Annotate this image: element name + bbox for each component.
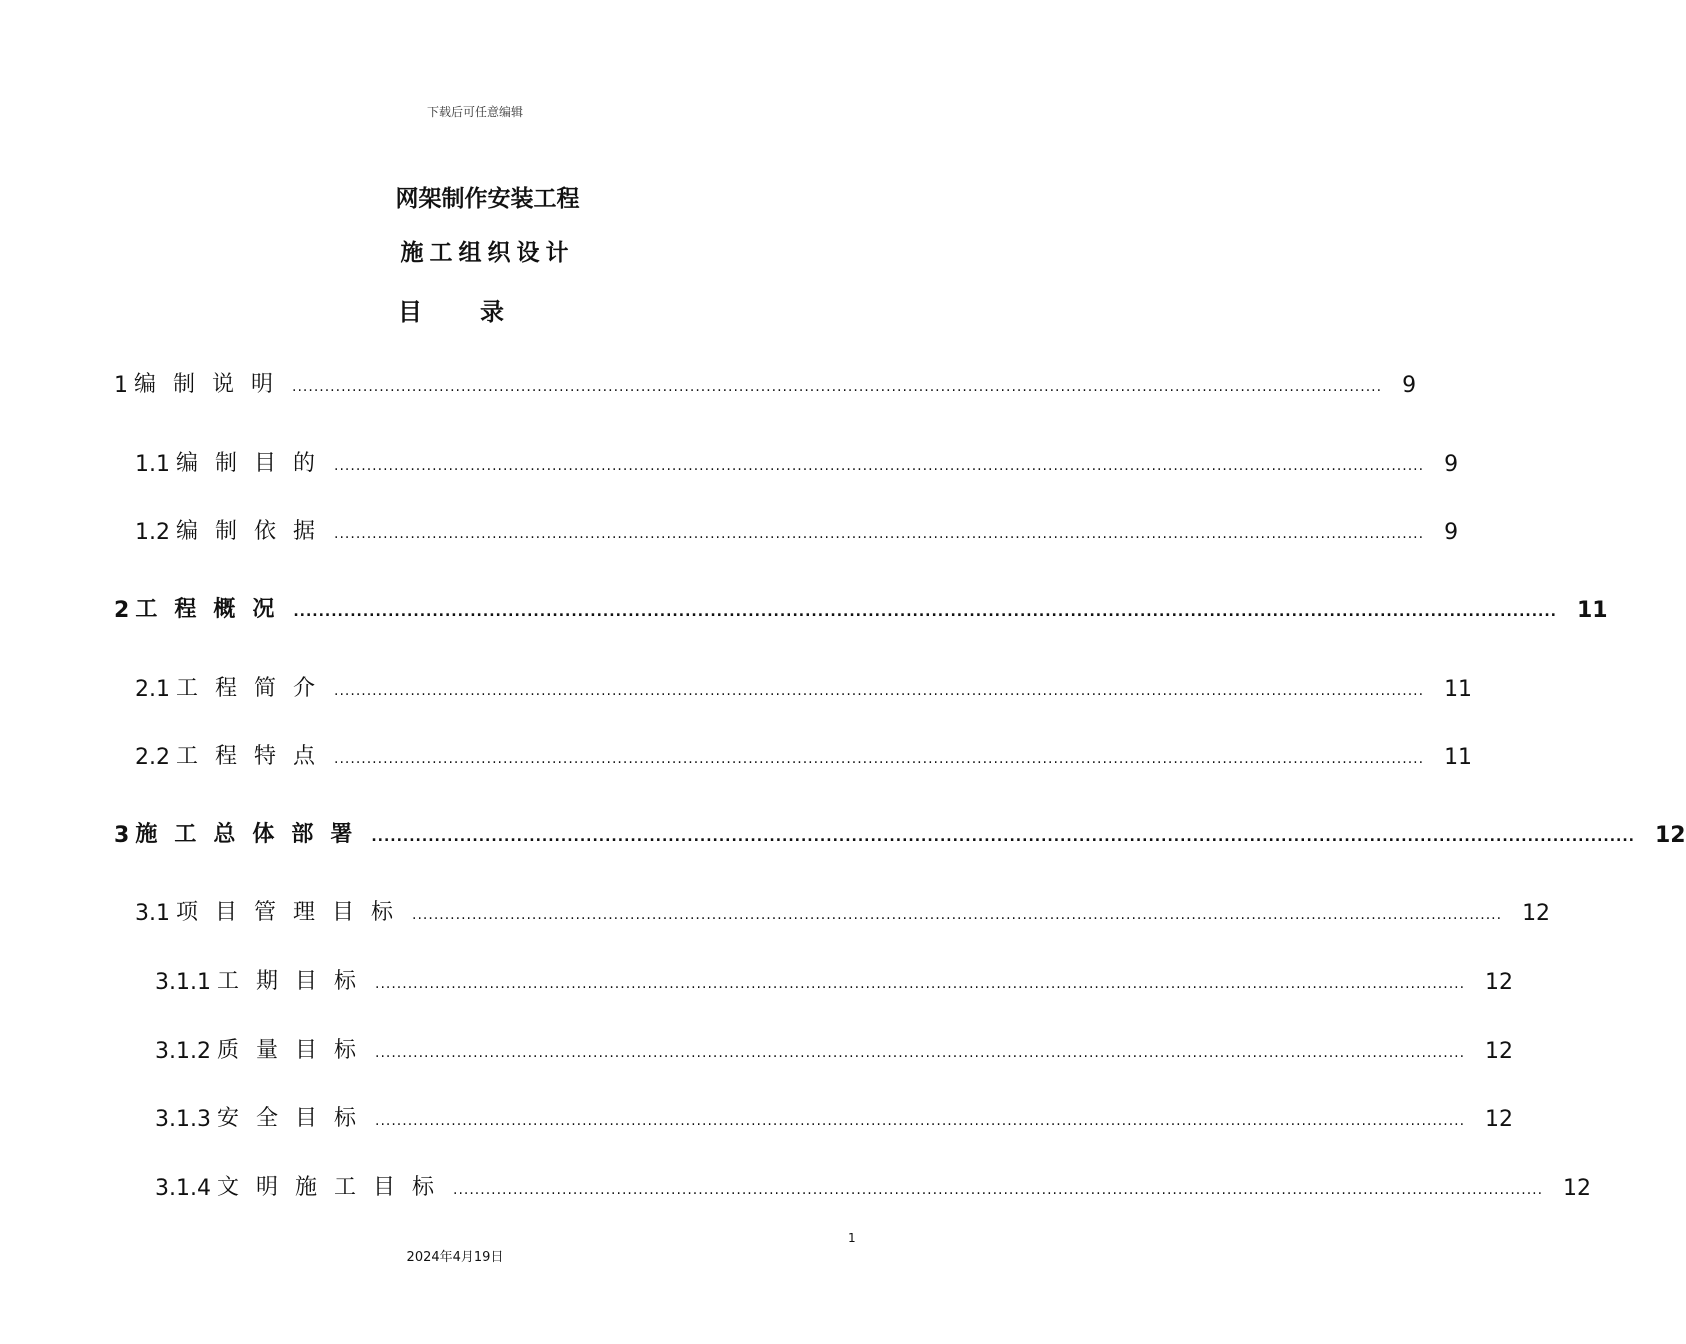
header-note: 下载后可任意编辑 (426, 105, 523, 119)
toc-entry-title: 编制目的 (176, 451, 333, 476)
toc-leader-dots: ........................................................................................................................................................................................................ (334, 526, 1425, 542)
toc-entry-number: 1 (114, 373, 128, 398)
toc-leader-dots: ........................................................................................................................................................................................................ (334, 683, 1425, 699)
toc-leader-dots: ........................................................................................................................................................................................................ (293, 604, 1557, 620)
toc-entry-page: 11 (1444, 745, 1473, 770)
toc-entry-page: 12 (1563, 1176, 1592, 1201)
toc-entry[interactable] (135, 672, 1473, 702)
toc-entry-title: 文明施工目标 (216, 1175, 451, 1200)
toc-entry-title: 工程简介 (176, 676, 333, 701)
page-number: 1 (848, 1231, 856, 1245)
toc-entry-title: 质量目标 (216, 1038, 373, 1063)
toc-entry-page: 12 (1522, 901, 1551, 926)
toc-entry-title: 工程概况 (135, 597, 292, 622)
toc-entry[interactable] (155, 965, 1514, 995)
toc-entry-number: 2.1 (135, 677, 170, 702)
toc-entry-page: 12 (1485, 1107, 1514, 1132)
toc-entry[interactable] (114, 593, 1608, 623)
toc-entry-page: 12 (1485, 970, 1514, 995)
toc-entry-number: 3.1.2 (155, 1039, 211, 1064)
toc-leader-dots: ........................................................................................................................................................................................................ (334, 751, 1425, 767)
toc-entry-page: 11 (1444, 677, 1473, 702)
toc-entry-number: 3 (114, 823, 130, 848)
toc-entry-title: 编制说明 (134, 372, 291, 397)
toc-leader-dots: ........................................................................................................................................................................................................ (412, 907, 1503, 923)
toc-entry-number: 3.1.3 (155, 1107, 211, 1132)
toc-entry-page: 9 (1444, 452, 1459, 477)
toc-entry[interactable] (135, 515, 1459, 545)
toc-entry[interactable] (135, 447, 1459, 477)
toc-leader-dots: ........................................................................................................................................................................................................ (375, 976, 1466, 992)
toc-entry-title: 安全目标 (216, 1106, 373, 1131)
toc-entry-title: 编制依据 (176, 519, 333, 544)
toc-entry-page: 9 (1444, 520, 1459, 545)
toc-entry-number: 3.1.4 (155, 1176, 211, 1201)
toc-entry-page: 11 (1577, 598, 1608, 623)
toc-entry-number: 3.1 (135, 901, 170, 926)
toc-leader-dots: ........................................................................................................................................................................................................ (375, 1113, 1466, 1129)
toc-leader-dots: ........................................................................................................................................................................................................ (292, 379, 1383, 395)
toc-entry-page: 12 (1655, 823, 1686, 848)
toc-heading: 目录 (398, 298, 562, 326)
toc-entry-number: 1.1 (135, 452, 170, 477)
toc-entry-number: 2.2 (135, 745, 170, 770)
toc-entry-number: 3.1.1 (155, 970, 211, 995)
toc-leader-dots: ........................................................................................................................................................................................................ (453, 1182, 1544, 1198)
toc-entry-number: 2 (114, 598, 130, 623)
toc-entry[interactable] (135, 896, 1551, 926)
toc-entry-number: 1.2 (135, 520, 170, 545)
toc-entry-page: 12 (1485, 1039, 1514, 1064)
toc-entry-title: 工期目标 (216, 969, 373, 994)
toc-leader-dots: ........................................................................................................................................................................................................ (371, 829, 1635, 845)
footer-date: 2024年4月19日 (406, 1250, 504, 1265)
toc-leader-dots: ........................................................................................................................................................................................................ (334, 458, 1425, 474)
toc-leader-dots: ........................................................................................................................................................................................................ (375, 1045, 1466, 1061)
toc-entry-title: 施工总体部署 (135, 822, 370, 847)
toc-entry[interactable] (155, 1171, 1592, 1201)
document-title: 网架制作安装工程 (395, 186, 580, 212)
toc-entry[interactable] (155, 1102, 1514, 1132)
toc-entry-title: 工程特点 (176, 744, 333, 769)
toc-entry[interactable] (114, 368, 1417, 398)
toc-entry[interactable] (155, 1034, 1514, 1064)
toc-entry-title: 项目管理目标 (176, 900, 411, 925)
toc-entry-page: 9 (1402, 373, 1417, 398)
document-subtitle: 施工组织设计 (400, 240, 575, 266)
toc-entry[interactable] (114, 818, 1686, 848)
toc-entry[interactable] (135, 740, 1473, 770)
